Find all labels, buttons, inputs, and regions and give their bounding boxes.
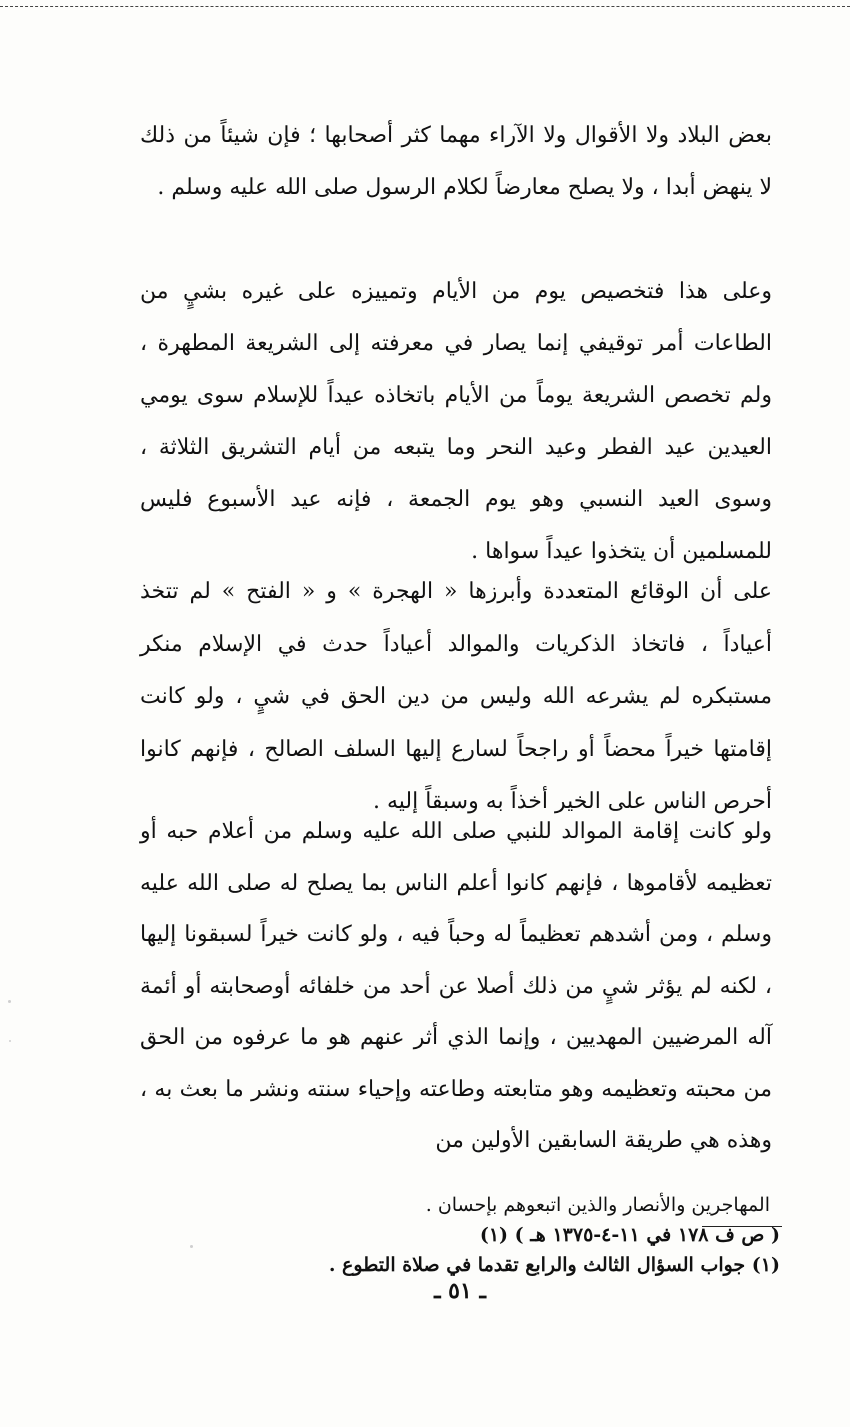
scan-speck: [8, 1000, 11, 1003]
paragraph-2: وعلى هذا فتخصيص يوم من الأيام وتمييزه على غيره بشيٍ من الطاعات أمر توقيفي إنما يصار في معرفته إلى الشريعة المطهرة ، ولم تخصص الشريعة يوماً من الأيام باتخاذه عيداً للإسلام سوى يومي العيدين عيد الفطر وعيد النحر وما يتبعه من أيام التشريق الثلاثة ، وسوى العيد النسبي وهو يوم الجمعة ، فإنه عيد الأسبوع فليس للمسلمين أن يتخذوا عيداً سواها .: [140, 279, 772, 564]
paragraph-1: بعض البلاد ولا الأقوال ولا الآراء مهما كثر أصحابها ؛ فإن شيئاً من ذلك لا ينهض أبدا ، ولا يصلح معارضاً لكلام الرسول صلى الله عليه وسلم .: [140, 123, 772, 200]
scan-speck: [9, 1040, 11, 1042]
footnote-text: (١) جواب السؤال الثالث والرابع تقدما في صلاة التطوع .: [328, 1254, 780, 1276]
paragraph-4: ولو كانت إقامة الموالد للنبي صلى الله عليه وسلم من أعلام حبه أو تعظيمه لأقاموها ، فإنهم كانوا أعلم الناس بما يصلح له صلى الله عليه وسلم ، ومن أشدهم تعظيماً له وحباً فيه ، ولو كانت خيراً لسبقونا إليها ، لكنه لم يؤثر شيٍ من ذلك أصلا عن أحد من خلفائه أوصحابته أو أئمة آله المرضيين المهديين ، وإنما الذي أثر عنهم هو ما عرفوه من الحق من محبته وتعظيمه وهو متابعته وطاعته وإحياء سنته ونشر ما بعث به ، وهذه هي طريقة السابقين الأولين من: [140, 819, 772, 1153]
top-border-rule: [0, 6, 850, 7]
paragraph-3: على أن الوقائع المتعددة وأبرزها « الهجرة » و « الفتح » لم تتخذ أعياداً ، فاتخاذ الذكريات والموالد أعياداً حدث في الإسلام منكر مستبكره لم يشرعه الله وليس من دين الحق في شيٍ ، ولو كانت إقامتها خيراً محضاً أو راجحاً لسارع إليها السلف الصالح ، فإنهم كانوا أحرص الناس على الخير أخذاً به وسبقاً إليه .: [140, 579, 772, 814]
closing-line: المهاجرين والأنصار والذين اتبعوهم بإحسان .: [425, 1194, 770, 1216]
scan-speck: [190, 1245, 193, 1248]
footnote-reference: ( ص ف ١٧٨ في ١١-٤-١٣٧٥ هـ ) (١): [479, 1224, 780, 1246]
footnote: [250, 1220, 780, 1280]
page-number: ـ ٥١ ـ: [434, 1278, 486, 1304]
